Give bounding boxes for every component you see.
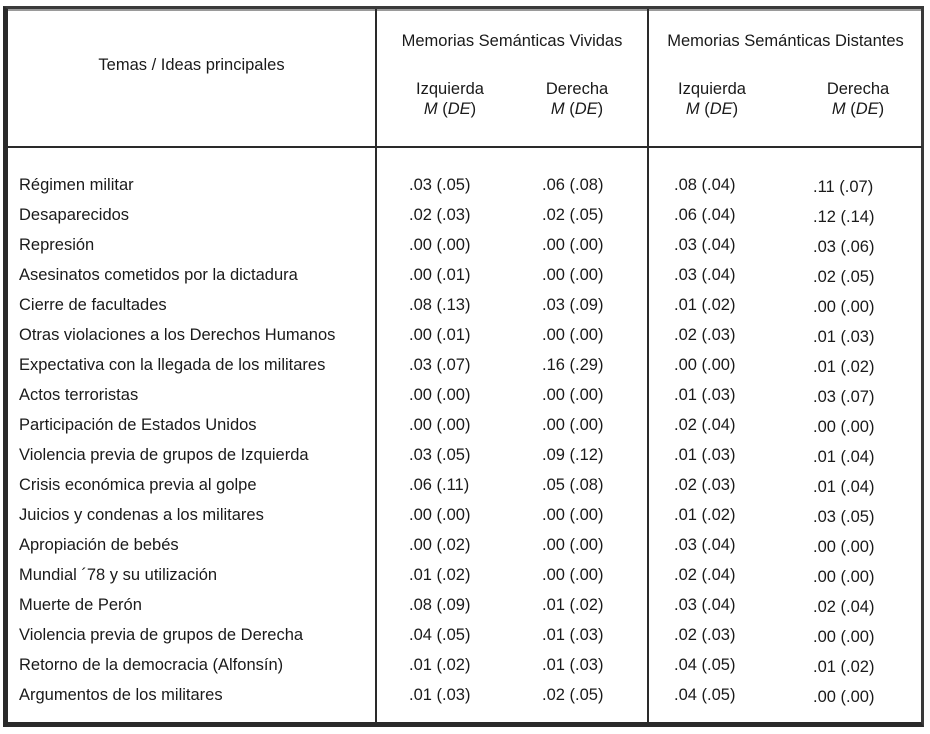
table-cell: .00 (.02) (409, 536, 471, 554)
row-label: Régimen militar (19, 176, 134, 194)
table-cell: .01 (.02) (542, 596, 604, 614)
row-label: Apropiación de bebés (19, 536, 179, 554)
table-cell: .00 (.01) (409, 266, 471, 284)
topic-column-header: Temas / Ideas principales (98, 56, 285, 74)
table-cell: .00 (.01) (409, 326, 471, 344)
row-label: Mundial ´78 y su utilización (19, 566, 218, 584)
table-cell: .03 (.06) (813, 238, 875, 256)
row-label: Otras violaciones a los Derechos Humanos (19, 326, 336, 344)
table-cell: .01 (.03) (674, 386, 736, 404)
row-label: Participación de Estados Unidos (19, 416, 257, 434)
row-label: Expectativa con la llegada de los militares (19, 356, 326, 374)
table-cell: .01 (.03) (674, 446, 736, 464)
table-cell: .03 (.05) (409, 176, 471, 194)
table-cell: .02 (.04) (674, 566, 736, 584)
table-cell: .01 (.03) (542, 626, 604, 644)
group-header-distantes: Memorias Semánticas Distantes (667, 32, 904, 50)
table-cell: .00 (.00) (542, 416, 604, 434)
table-cell: .00 (.00) (409, 386, 471, 404)
table-cell: .08 (.09) (409, 596, 471, 614)
subheader-distantes-izquierda: Izquierda M (DE) (678, 80, 746, 118)
subheader-vividas-derecha: Derecha M (DE) (545, 80, 609, 118)
table-cell: .01 (.02) (409, 656, 471, 674)
table-cell: .08 (.04) (674, 176, 736, 194)
table-cell: .02 (.05) (813, 268, 875, 286)
table-cell: .12 (.14) (813, 208, 875, 226)
table-cell: .02 (.03) (409, 206, 471, 224)
table-cell: .01 (.02) (674, 296, 736, 314)
table-cell: .01 (.04) (813, 478, 875, 496)
table-cell: .04 (.05) (409, 626, 471, 644)
table-cell: .00 (.00) (542, 566, 604, 584)
table-cell: .04 (.05) (674, 656, 736, 674)
table-cell: .00 (.00) (542, 386, 604, 404)
table-cell: .02 (.05) (542, 686, 604, 704)
table-cell: .00 (.00) (542, 536, 604, 554)
row-label: Retorno de la democracia (Alfonsín) (19, 656, 284, 674)
table-cell: .09 (.12) (542, 446, 604, 464)
row-label: Violencia previa de grupos de Izquierda (19, 446, 309, 464)
table-cell: .00 (.00) (542, 266, 604, 284)
table-cell: .03 (.04) (674, 236, 736, 254)
table-cell: .00 (.00) (813, 538, 875, 556)
table-cell: .01 (.02) (813, 658, 875, 676)
table-cell: .02 (.03) (674, 476, 736, 494)
subheader-distantes-derecha: Derecha M (DE) (826, 80, 890, 118)
table-cell: .02 (.05) (542, 206, 604, 224)
table-cell: .00 (.00) (813, 298, 875, 316)
table-cell: .03 (.04) (674, 266, 736, 284)
row-label: Desaparecidos (19, 206, 130, 224)
table-cell: .01 (.02) (674, 506, 736, 524)
header-rule (8, 146, 922, 148)
row-label: Crisis económica previa al golpe (19, 476, 257, 494)
row-label: Argumentos de los militares (19, 686, 223, 704)
table-cell: .03 (.04) (674, 596, 736, 614)
table-cell: .01 (.02) (813, 358, 875, 376)
table-cell: .01 (.03) (813, 328, 875, 346)
table-cell: .02 (.04) (674, 416, 736, 434)
table-cell: .00 (.00) (542, 236, 604, 254)
table-cell: .06 (.04) (674, 206, 736, 224)
row-label: Muerte de Perón (19, 596, 142, 614)
table-cell: .03 (.09) (542, 296, 604, 314)
table-cell: .11 (.07) (813, 178, 874, 196)
table-cell: .00 (.00) (674, 356, 736, 374)
table-cell: .02 (.04) (813, 598, 875, 616)
table-cell: .02 (.03) (674, 626, 736, 644)
column-divider (375, 9, 377, 725)
row-label: Violencia previa de grupos de Derecha (19, 626, 304, 644)
row-label: Cierre de facultades (19, 296, 167, 314)
table-cell: .00 (.00) (409, 416, 471, 434)
table-cell: .16 (.29) (542, 356, 604, 374)
table-cell: .00 (.00) (813, 628, 875, 646)
row-label: Represión (19, 236, 95, 254)
table-cell: .00 (.00) (409, 506, 471, 524)
table-cell: .01 (.03) (409, 686, 471, 704)
table-cell: .00 (.00) (409, 236, 471, 254)
table-cell: .00 (.00) (813, 568, 875, 586)
table-cell: .00 (.00) (813, 688, 875, 706)
table-cell: .06 (.11) (409, 476, 470, 494)
table-cell: .08 (.13) (409, 296, 471, 314)
table-cell: .03 (.04) (674, 536, 736, 554)
table-cell: .03 (.05) (409, 446, 471, 464)
group-header-vividas: Memorias Semánticas Vividas (401, 32, 623, 50)
subheader-vividas-izquierda: Izquierda M (DE) (416, 80, 484, 118)
row-label: Actos terroristas (19, 386, 139, 404)
table-cell: .06 (.08) (542, 176, 604, 194)
table-cell: .00 (.00) (813, 418, 875, 436)
table-cell: .01 (.03) (542, 656, 604, 674)
table-cell: .01 (.02) (409, 566, 471, 584)
column-divider (647, 9, 649, 725)
row-label: Asesinatos cometidos por la dictadura (19, 266, 298, 284)
row-label: Juicios y condenas a los militares (19, 506, 264, 524)
table-cell: .03 (.07) (813, 388, 875, 406)
table-cell: .02 (.03) (674, 326, 736, 344)
table-cell: .00 (.00) (542, 326, 604, 344)
table-cell: .01 (.04) (813, 448, 875, 466)
table-cell: .03 (.07) (409, 356, 471, 374)
table-cell: .05 (.08) (542, 476, 604, 494)
table-cell: .04 (.05) (674, 686, 736, 704)
table-cell: .00 (.00) (542, 506, 604, 524)
table-cell: .03 (.05) (813, 508, 875, 526)
